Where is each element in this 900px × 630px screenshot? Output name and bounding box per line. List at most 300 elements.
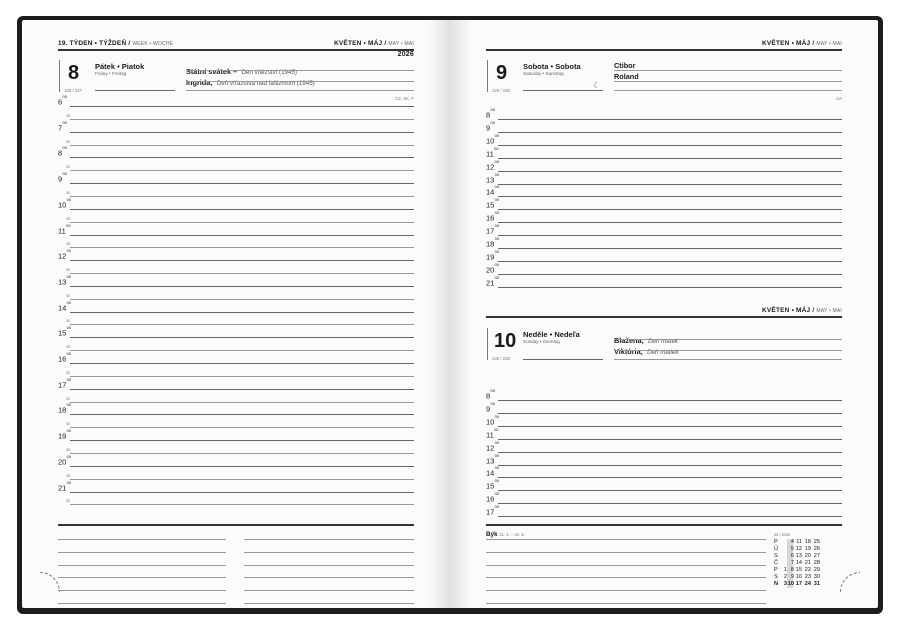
half-hour-label: 30: [66, 447, 71, 452]
half-hour-label: 30: [66, 165, 71, 170]
hour-label: [486, 478, 500, 491]
mini-calendar-row: [774, 553, 844, 560]
nameday-2: Roland: [614, 72, 639, 81]
mini-calendar-date: 13: [795, 553, 802, 559]
half-hour-label: 30: [66, 293, 71, 298]
zodiac-dates: 21. 4. – 21. 5.: [499, 532, 525, 537]
half-hour-label: 30: [66, 396, 71, 401]
hour-line: [70, 389, 414, 390]
hour-label: [58, 94, 67, 107]
hour-minutes: 00: [494, 248, 500, 254]
mini-calendar-weekday: Č: [774, 560, 779, 566]
hour-line: [498, 196, 842, 197]
month-label-en: MAY • MAI: [816, 41, 842, 47]
half-hour-label: 30: [66, 473, 71, 478]
half-hour-line: [70, 145, 414, 146]
hour-label: [58, 299, 72, 313]
hour-number: 16: [486, 494, 495, 504]
mini-calendar-date: 3: [783, 581, 787, 587]
note-line: [58, 552, 226, 553]
hour-number: 9: [58, 174, 63, 184]
half-hour-label: 30: [66, 422, 71, 427]
day-number: 8: [68, 62, 80, 84]
half-hour-label: 30: [66, 370, 71, 375]
half-hour-label: 30: [66, 242, 71, 247]
hour-label: [486, 132, 500, 146]
day-count: 128 / 237: [64, 88, 82, 93]
day-subname-2: Sunday • Sonntag: [523, 339, 560, 344]
entry-rule: [614, 350, 842, 351]
mini-calendar-date: 18: [804, 539, 811, 545]
hour-label: [58, 325, 72, 338]
hour-line: [70, 466, 414, 467]
hour-minutes: 00: [66, 428, 72, 434]
mini-calendar-date: 4: [790, 539, 794, 545]
hour-line: [70, 106, 414, 107]
hour-number: 19: [58, 431, 67, 441]
hour-line: [498, 465, 842, 466]
hour-line: [498, 400, 842, 401]
hour-label: [486, 465, 500, 478]
hour-number: 21: [58, 483, 67, 492]
note-line: [486, 552, 766, 553]
hour-number: 18: [486, 239, 495, 249]
half-hour-line: [70, 350, 414, 351]
nameday-note: Deň matiek: [647, 349, 679, 356]
day-count: 129 / 236: [492, 88, 510, 93]
day-name-2: Neděle • Nedeľa: [523, 330, 580, 339]
day-name: Pátek • Piatok: [95, 62, 145, 71]
hour-number: 9: [486, 123, 491, 133]
hour-number: 14: [58, 303, 67, 313]
hour-number: 15: [486, 200, 495, 210]
entry-rule: [614, 81, 842, 82]
hour-minutes: 00: [66, 248, 72, 254]
mini-calendar-title: 05 / 2026: [774, 533, 790, 537]
moon-phase-icon: ☾: [593, 81, 601, 90]
hour-minutes: 00: [494, 223, 500, 229]
half-hour-line: [70, 504, 414, 505]
day-bar: [487, 328, 488, 360]
mini-calendar-row: [774, 560, 844, 567]
mini-calendar-date: 6: [790, 553, 794, 559]
hour-number: 12: [486, 162, 495, 172]
notes-rule: [58, 524, 414, 526]
hour-number: 8: [486, 391, 491, 401]
mini-calendar-date: 8: [790, 567, 794, 573]
half-hour-line: [70, 479, 414, 480]
hour-line: [70, 492, 414, 493]
note-line: [244, 539, 414, 540]
note-line: [244, 603, 414, 604]
day-number-2: 10: [494, 330, 517, 352]
day-name-rule: [523, 359, 603, 360]
mini-calendar-date: 15: [795, 567, 802, 573]
hour-line: [498, 222, 842, 223]
mini-calendar-weekday: P: [774, 539, 778, 545]
note-line: [486, 565, 766, 566]
nameday-name: Viktória,: [614, 347, 643, 356]
hour-number: 20: [486, 265, 495, 275]
day-subname: Friday • Freitag: [95, 71, 127, 76]
hour-minutes: 00: [494, 158, 500, 164]
hour-number: 15: [58, 328, 67, 338]
hour-line: [70, 132, 414, 133]
hour-minutes: 00: [494, 171, 500, 177]
hour-label: [58, 351, 72, 364]
hour-line: [70, 157, 414, 158]
hour-line: [70, 312, 414, 313]
hour-label: [58, 145, 67, 158]
hour-number: 12: [58, 251, 67, 261]
mini-calendar-date: 24: [804, 581, 811, 587]
day-number: 9: [496, 62, 508, 84]
entry-rule: [614, 339, 842, 340]
nameday-1: Ctibor: [614, 61, 636, 70]
hour-minutes: 00: [66, 222, 71, 228]
hour-line: [498, 209, 842, 210]
country-codes: UA: [836, 96, 842, 101]
hour-label: [486, 413, 500, 427]
hour-number: 16: [58, 354, 67, 364]
hour-number: 19: [486, 252, 495, 262]
half-hour-label: 30: [66, 268, 71, 273]
hour-number: 17: [486, 226, 495, 236]
nameday-note: Den matek: [648, 338, 678, 345]
half-hour-line: [70, 196, 414, 197]
hour-label: [486, 171, 500, 184]
mini-calendar-row: [774, 574, 844, 581]
hour-number: 17: [486, 507, 495, 517]
hour-number: 9: [486, 404, 491, 414]
mini-calendar-date: 17: [795, 581, 802, 587]
hour-minutes: 00: [66, 479, 72, 485]
mini-calendar-row: [774, 567, 844, 574]
half-hour-line: [70, 119, 414, 120]
mini-calendar-date: 31: [813, 581, 820, 587]
day-subname: Saturday • Samstag: [523, 71, 564, 76]
hour-number: 21: [486, 278, 495, 288]
hour-number: 12: [486, 443, 495, 453]
note-line: [244, 565, 414, 566]
hour-line: [70, 363, 414, 364]
hour-label: [58, 376, 72, 390]
hour-line: [498, 132, 842, 133]
half-hour-label: 30: [66, 345, 71, 350]
hour-label: [58, 222, 71, 235]
hour-minutes: 00: [494, 236, 500, 241]
day-name-rule: [95, 90, 175, 91]
hour-line: [498, 490, 842, 491]
hour-line: [498, 287, 842, 288]
mini-calendar-date: 9: [790, 574, 794, 580]
mini-calendar-date: 25: [813, 539, 820, 545]
half-hour-line: [70, 299, 414, 300]
hour-label: [486, 197, 500, 210]
hour-number: 6: [58, 97, 63, 107]
hour-minutes: 00: [494, 261, 500, 267]
half-hour-line: [70, 170, 414, 171]
hour-number: 18: [58, 405, 67, 415]
mini-calendar-date: 11: [796, 539, 802, 545]
mini-calendar-date: 7: [790, 560, 794, 566]
note-line: [244, 577, 414, 578]
hour-minutes: 00: [494, 504, 500, 510]
hour-minutes: 00: [62, 171, 67, 177]
hour-line: [70, 286, 414, 287]
mini-calendar-weekday: S: [774, 553, 778, 559]
mini-calendar-weekday: Ú: [774, 546, 779, 552]
half-hour-line: [70, 222, 414, 223]
hour-line: [498, 158, 842, 159]
hour-minutes: 00: [494, 197, 500, 203]
hour-label: [486, 388, 495, 401]
week-header: [58, 40, 173, 47]
half-hour-line: [70, 376, 414, 377]
hour-line: [498, 171, 842, 172]
hour-number: 10: [58, 200, 67, 210]
note-line: [58, 590, 226, 591]
hour-label: [58, 248, 72, 261]
gutter-shadow: [428, 20, 450, 608]
half-hour-label: 30: [66, 113, 71, 118]
half-hour-label: 30: [66, 319, 71, 324]
hour-number: 13: [486, 456, 495, 465]
entry-rule: [614, 359, 842, 360]
half-hour-line: [70, 427, 414, 428]
month-label-en: MAY • MAI: [388, 41, 414, 47]
hour-label: [58, 428, 72, 441]
hour-number: 15: [486, 481, 495, 491]
day-count-2: 130 / 235: [492, 356, 510, 361]
hour-line: [498, 516, 842, 517]
hour-label: [486, 261, 500, 275]
hour-line: [498, 261, 842, 262]
week-label-en: WEEK • WOCHE: [132, 41, 174, 47]
hour-minutes: 00: [66, 453, 72, 459]
hour-minutes: 00: [66, 402, 72, 408]
hour-minutes: 00: [494, 184, 500, 190]
hour-minutes: 00: [490, 119, 495, 125]
hour-label: [486, 400, 495, 414]
note-line: [244, 590, 414, 591]
hour-number: 8: [58, 148, 63, 158]
hour-minutes: 00: [494, 478, 500, 484]
hour-line: [70, 209, 414, 210]
nameday-title: Ingrida,: [186, 78, 213, 87]
half-hour-label: 30: [66, 139, 71, 144]
left-page: [22, 20, 450, 608]
gutter-shadow: [450, 20, 472, 608]
right-page: [450, 20, 878, 608]
mini-calendar-date: 28: [813, 560, 820, 566]
hour-number: 7: [58, 123, 63, 133]
holiday-title: Státní svátek –: [186, 67, 238, 76]
mini-calendar-date: 5: [790, 546, 794, 552]
hour-minutes: 00: [494, 439, 500, 445]
hour-minutes: 00: [66, 376, 72, 382]
hour-number: 13: [486, 175, 495, 184]
day-bar: [487, 60, 488, 92]
hour-label: [486, 210, 500, 223]
hour-minutes: 00: [66, 299, 72, 305]
half-hour-line: [70, 453, 414, 454]
month-label: KVĚTEN • MÁJ /: [762, 307, 815, 314]
mini-calendar-date: 10: [787, 581, 794, 587]
zodiac-name: Býk: [486, 531, 498, 538]
hour-number: 14: [486, 468, 495, 478]
hour-number: 13: [58, 277, 67, 287]
mini-calendar-date: 22: [804, 567, 811, 573]
note-line: [486, 539, 766, 540]
hour-label: [58, 273, 72, 287]
footer-rule: [486, 524, 842, 526]
hour-label: [486, 426, 499, 440]
hour-number: 16: [486, 213, 495, 223]
hour-line: [70, 414, 414, 415]
hour-number: 11: [58, 226, 66, 235]
hour-label: [486, 452, 500, 465]
hour-minutes: 00: [494, 452, 500, 458]
mini-calendar-weekday: N: [774, 581, 779, 587]
note-line: [58, 577, 226, 578]
mini-calendar-row: [774, 581, 844, 588]
hour-minutes: 00: [494, 426, 499, 432]
hour-line: [498, 274, 842, 275]
half-hour-line: [70, 324, 414, 325]
hour-minutes: 00: [494, 132, 500, 138]
hour-line: [70, 235, 414, 236]
mini-calendar-date: 2: [783, 574, 787, 580]
note-line: [58, 565, 226, 566]
zodiac-sign: [486, 531, 525, 538]
hour-minutes: 00: [66, 196, 72, 202]
hour-label: [58, 196, 72, 210]
note-line: [486, 577, 766, 578]
hour-line: [70, 337, 414, 338]
hour-line: [70, 440, 414, 441]
hour-label: [486, 248, 500, 262]
hour-line: [498, 503, 842, 504]
hour-minutes: 00: [62, 119, 67, 125]
half-hour-label: 30: [66, 499, 71, 504]
month-header: [762, 40, 842, 47]
entry-rule: [186, 81, 414, 82]
hour-minutes: 00: [490, 388, 495, 393]
hour-line: [70, 183, 414, 184]
hour-label: [486, 145, 499, 159]
note-line: [486, 590, 766, 591]
mini-calendar-date: 1: [783, 567, 787, 573]
hour-line: [498, 235, 842, 236]
hour-line: [498, 426, 842, 427]
month-label: KVĚTEN • MÁJ /: [334, 40, 387, 47]
hour-label: [58, 171, 67, 184]
day-bar: [59, 60, 60, 92]
hour-label: [486, 158, 500, 172]
day-name-rule: [523, 90, 603, 91]
header-rule: [58, 49, 414, 51]
mini-calendar-weekday: P: [774, 567, 778, 573]
hour-minutes: 00: [494, 210, 500, 216]
hour-number: 11: [486, 430, 494, 440]
half-hour-label: 30: [66, 190, 71, 195]
hour-number: 10: [486, 136, 495, 146]
hour-label: [486, 439, 500, 453]
hour-number: 8: [486, 110, 491, 120]
hour-minutes: 00: [494, 491, 500, 497]
half-hour-line: [70, 273, 414, 274]
hour-minutes: 00: [494, 465, 500, 471]
mini-calendar-date: 20: [804, 553, 811, 559]
header-rule: [486, 49, 842, 51]
header-rule-2: [486, 316, 842, 318]
mini-calendar-date: 21: [804, 560, 811, 566]
month-label-en: MAY • MAI: [816, 308, 842, 314]
mini-calendar: [774, 533, 844, 595]
hour-label: [486, 491, 500, 504]
hour-label: [486, 119, 495, 133]
hour-number: 14: [486, 187, 495, 197]
half-hour-line: [70, 247, 414, 248]
hour-number: 11: [486, 149, 494, 159]
hour-label: [486, 107, 495, 120]
hour-minutes: 00: [494, 145, 499, 151]
hour-line: [498, 452, 842, 453]
hour-minutes: 00: [66, 273, 72, 279]
month-label: KVĚTEN • MÁJ /: [762, 40, 815, 47]
week-label: 19. TÝDEN • TÝŽDEŇ /: [58, 40, 131, 47]
hour-label: [486, 504, 500, 517]
hour-line: [498, 119, 842, 120]
hour-minutes: 00: [490, 107, 495, 112]
note-line: [58, 603, 226, 604]
hour-minutes: 00: [494, 274, 500, 280]
mini-calendar-date: 26: [813, 546, 820, 552]
hour-label: [58, 402, 72, 415]
hour-number: 17: [58, 380, 67, 390]
month-header-2: [762, 307, 842, 314]
half-hour-line: [70, 402, 414, 403]
hour-label: [58, 479, 72, 492]
hour-line: [498, 413, 842, 414]
mini-calendar-weekday: S: [774, 574, 778, 580]
hour-line: [70, 260, 414, 261]
mini-calendar-date: 16: [795, 574, 802, 580]
hour-number: 20: [58, 457, 67, 467]
month-header: [334, 40, 414, 47]
mini-calendar-date: 19: [804, 546, 811, 552]
mini-calendar-date: 29: [813, 567, 820, 573]
hour-label: [486, 236, 500, 249]
hour-minutes: 00: [62, 94, 67, 99]
hour-label: [486, 274, 500, 288]
country-codes: CZ, SK, F: [395, 96, 414, 101]
entry-rule: [186, 70, 414, 71]
hour-minutes: 00: [62, 145, 67, 151]
mini-calendar-date: 27: [813, 553, 820, 559]
day-name: Sobota • Sobota: [523, 62, 581, 71]
mini-calendar-date: 12: [795, 546, 802, 552]
hour-label: [58, 453, 72, 467]
hour-minutes: 00: [494, 413, 500, 419]
hour-line: [498, 145, 842, 146]
entry-rule: [186, 90, 414, 91]
nameday-name: Blažena,: [614, 336, 644, 345]
hour-line: [498, 248, 842, 249]
year-label: 2026: [397, 51, 414, 58]
note-line: [486, 603, 766, 604]
